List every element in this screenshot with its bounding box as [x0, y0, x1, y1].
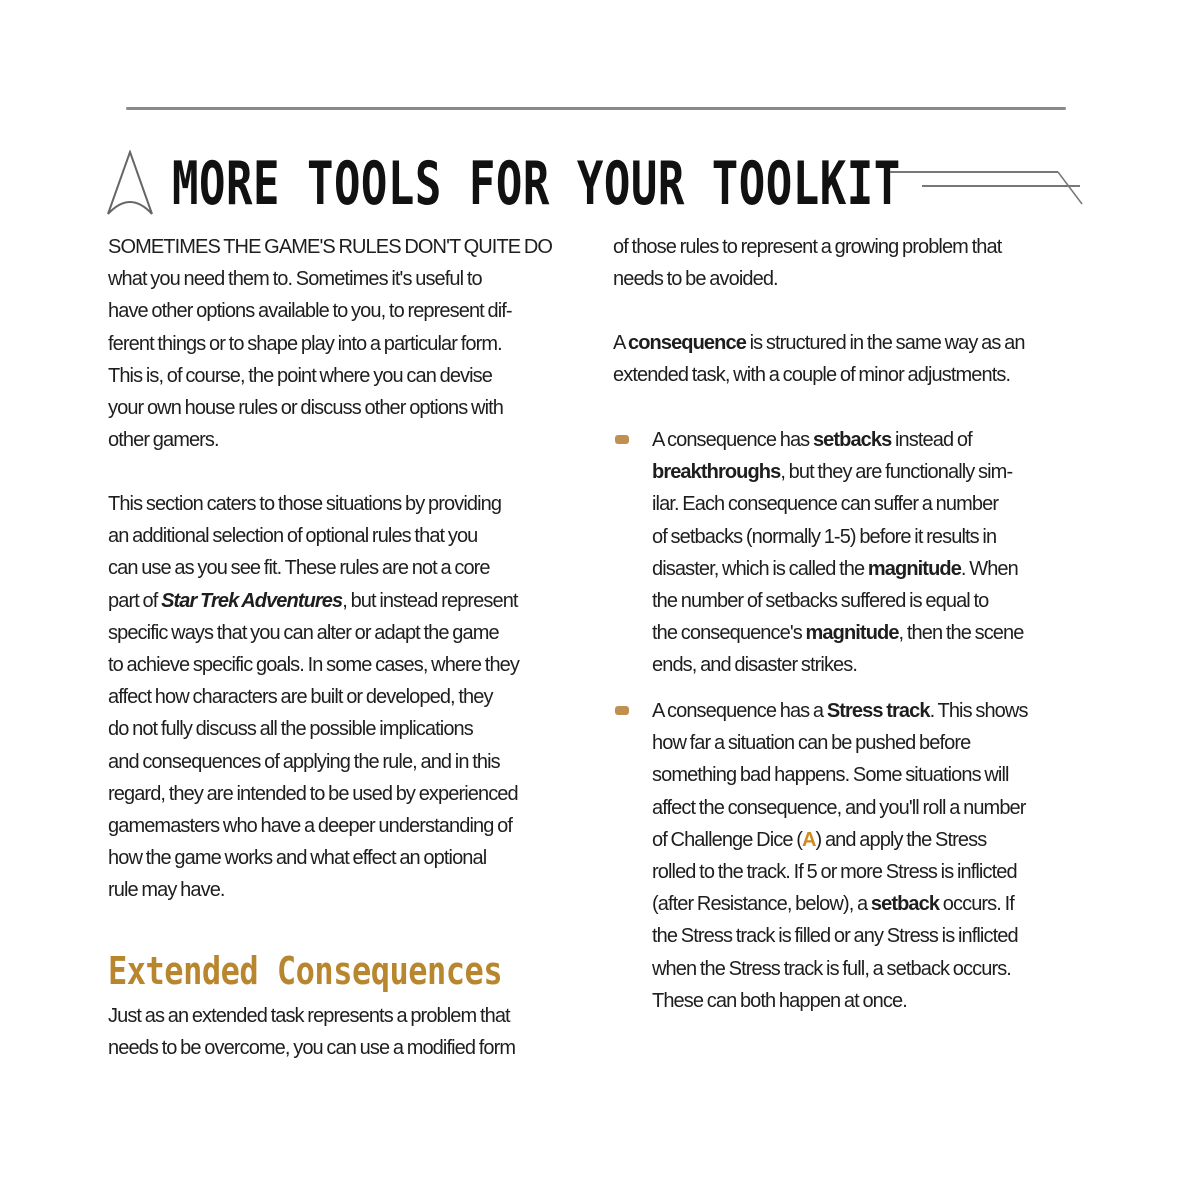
text-segment: have other options available to you, to represent dif-	[108, 300, 512, 323]
text-line	[108, 424, 552, 456]
emphasis-text: Star Trek Adventures	[161, 589, 343, 612]
text-line	[652, 695, 1028, 727]
text-segment: of setbacks (normally 1-5) before it results in	[652, 525, 997, 548]
text-line	[652, 585, 1023, 617]
text-segment: A consequence has	[652, 429, 813, 451]
text-segment: the consequence's	[652, 622, 806, 645]
text-segment: regard, they are intended to be used by experienced	[108, 782, 518, 805]
text-segment: an additional selection of optional rules that you	[108, 525, 478, 548]
section-paragraph	[108, 488, 519, 906]
text-line	[108, 617, 519, 649]
text-line	[108, 874, 519, 906]
text-line	[652, 888, 1028, 920]
text-line	[108, 488, 519, 520]
text-segment: affect the consequence, and you'll roll a number	[652, 796, 1026, 819]
text-segment: of Challenge Dice (	[652, 828, 802, 851]
emphasis-text: magnitude	[867, 557, 961, 580]
text-line	[108, 713, 519, 745]
text-line	[652, 856, 1028, 888]
title-decoration	[890, 168, 1085, 208]
text-line	[652, 649, 1023, 681]
text-line	[652, 456, 1023, 488]
text-segment: (after Resistance, below), a	[652, 893, 871, 916]
text-line	[108, 360, 552, 392]
continued-paragraph	[613, 231, 1001, 295]
text-segment: how far a situation can be pushed before	[652, 732, 971, 755]
text-line	[108, 295, 552, 327]
bullet-marker	[615, 435, 629, 444]
text-segment: affect how characters are built or developed, they	[108, 686, 493, 709]
text-segment: Just as an extended task represents a problem that	[108, 1005, 510, 1027]
text-segment: something bad happens. Some situations will	[652, 764, 1009, 787]
text-line	[108, 1000, 515, 1032]
text-segment: needs to be overcome, you can use a modified form	[108, 1037, 516, 1060]
text-segment: rolled to the track. If 5 or more Stress is inflicted	[652, 860, 1017, 883]
text-line	[108, 231, 552, 263]
text-line	[652, 985, 1028, 1017]
text-segment: This is, of course, the point where you can devise	[108, 364, 493, 387]
text-segment: , but they are functionally sim-	[780, 461, 1013, 484]
text-line	[613, 263, 1001, 295]
page-title: MORE TOOLS FOR YOUR TOOLKIT	[172, 150, 901, 219]
text-line	[652, 953, 1028, 985]
text-segment: what you need them to. Sometimes it's useful to	[108, 268, 482, 291]
text-line	[108, 585, 519, 617]
text-segment: do not fully discuss all the possible implications	[108, 718, 473, 741]
text-segment: ferent things or to shape play into a particular form.	[108, 332, 502, 355]
emphasis-text: Stress track	[826, 700, 930, 722]
text-line	[652, 488, 1023, 520]
text-line	[108, 520, 519, 552]
text-line	[108, 681, 519, 713]
text-line	[652, 553, 1023, 585]
text-segment: when the Stress track is full, a setback occurs.	[652, 957, 1011, 980]
emphasis-text: consequence	[628, 332, 746, 354]
text-segment: extended task, with a couple of minor adjustments.	[613, 364, 1011, 387]
consequence-paragraph	[613, 327, 1025, 391]
text-line	[652, 824, 1028, 856]
text-segment: . When	[960, 557, 1018, 580]
text-segment: occurs. If	[939, 893, 1014, 916]
text-segment: part of	[108, 589, 162, 612]
text-line	[652, 792, 1028, 824]
text-segment: rule may have.	[108, 879, 225, 902]
top-rule	[126, 107, 1066, 110]
emphasis-text: setback	[870, 893, 940, 916]
text-line	[108, 649, 519, 681]
text-segment: ) and apply the Stress	[815, 828, 987, 851]
text-segment: SOMETIMES THE GAME'S RULES DON'T QUITE DO	[108, 236, 553, 258]
challenge-dice-icon: A	[802, 828, 816, 851]
text-segment: other gamers.	[108, 429, 219, 452]
text-line	[613, 231, 1001, 263]
text-line	[652, 920, 1028, 952]
starfleet-delta-icon	[106, 150, 154, 218]
text-line	[108, 810, 519, 842]
text-line	[613, 359, 1025, 391]
text-segment: to achieve specific goals. In some cases, where they	[108, 653, 519, 676]
text-line	[652, 521, 1023, 553]
text-line	[108, 778, 519, 810]
text-segment: specific ways that you can alter or adapt the game	[108, 621, 499, 644]
text-line	[108, 552, 519, 584]
emphasis-text: breakthroughs	[652, 461, 781, 484]
text-line	[108, 842, 519, 874]
text-line	[652, 727, 1028, 759]
text-segment: These can both happen at once.	[652, 989, 907, 1012]
bullet-stress-track	[652, 695, 1028, 1017]
text-line	[652, 759, 1028, 791]
text-segment: the number of setbacks suffered is equal to	[652, 589, 989, 612]
text-line	[613, 327, 1025, 359]
text-line	[652, 617, 1023, 649]
text-segment: ilar. Each consequence can suffer a number	[652, 493, 999, 516]
text-line	[652, 424, 1023, 456]
text-segment: This section caters to those situations by providing	[108, 493, 502, 515]
text-line	[108, 328, 552, 360]
bullet-marker	[615, 706, 629, 715]
text-segment: . This shows	[929, 700, 1028, 722]
text-segment: ends, and disaster strikes.	[652, 654, 858, 677]
text-segment: your own house rules or discuss other options with	[108, 396, 504, 419]
text-segment: , then the scene	[898, 622, 1024, 645]
text-segment: the Stress track is filled or any Stress is inflicted	[652, 925, 1018, 948]
text-segment: A consequence has a	[652, 700, 827, 722]
text-segment: disaster, which is called the	[652, 557, 868, 580]
text-segment: can use as you see fit. These rules are not a core	[108, 557, 490, 580]
text-line	[108, 263, 552, 295]
text-segment: needs to be avoided.	[613, 268, 778, 291]
text-segment: how the game works and what effect an optional	[108, 847, 487, 870]
text-segment: gamemasters who have a deeper understanding of	[108, 814, 512, 837]
emphasis-text: setbacks	[812, 429, 892, 451]
text-line	[108, 746, 519, 778]
text-segment: A	[613, 332, 628, 354]
text-segment: is structured in the same way as an	[745, 332, 1025, 354]
text-segment: , but instead represent	[342, 589, 518, 612]
text-line	[108, 1032, 515, 1064]
text-line	[108, 392, 552, 424]
extended-consequences-paragraph	[108, 1000, 515, 1064]
text-segment: and consequences of applying the rule, and in this	[108, 750, 500, 773]
emphasis-text: magnitude	[805, 622, 899, 645]
text-segment: of those rules to represent a growing problem that	[613, 236, 1002, 258]
bullet-setbacks	[652, 424, 1023, 682]
text-segment: instead of	[891, 429, 972, 451]
section-heading: Extended Consequences	[108, 948, 503, 994]
intro-paragraph	[108, 231, 552, 456]
